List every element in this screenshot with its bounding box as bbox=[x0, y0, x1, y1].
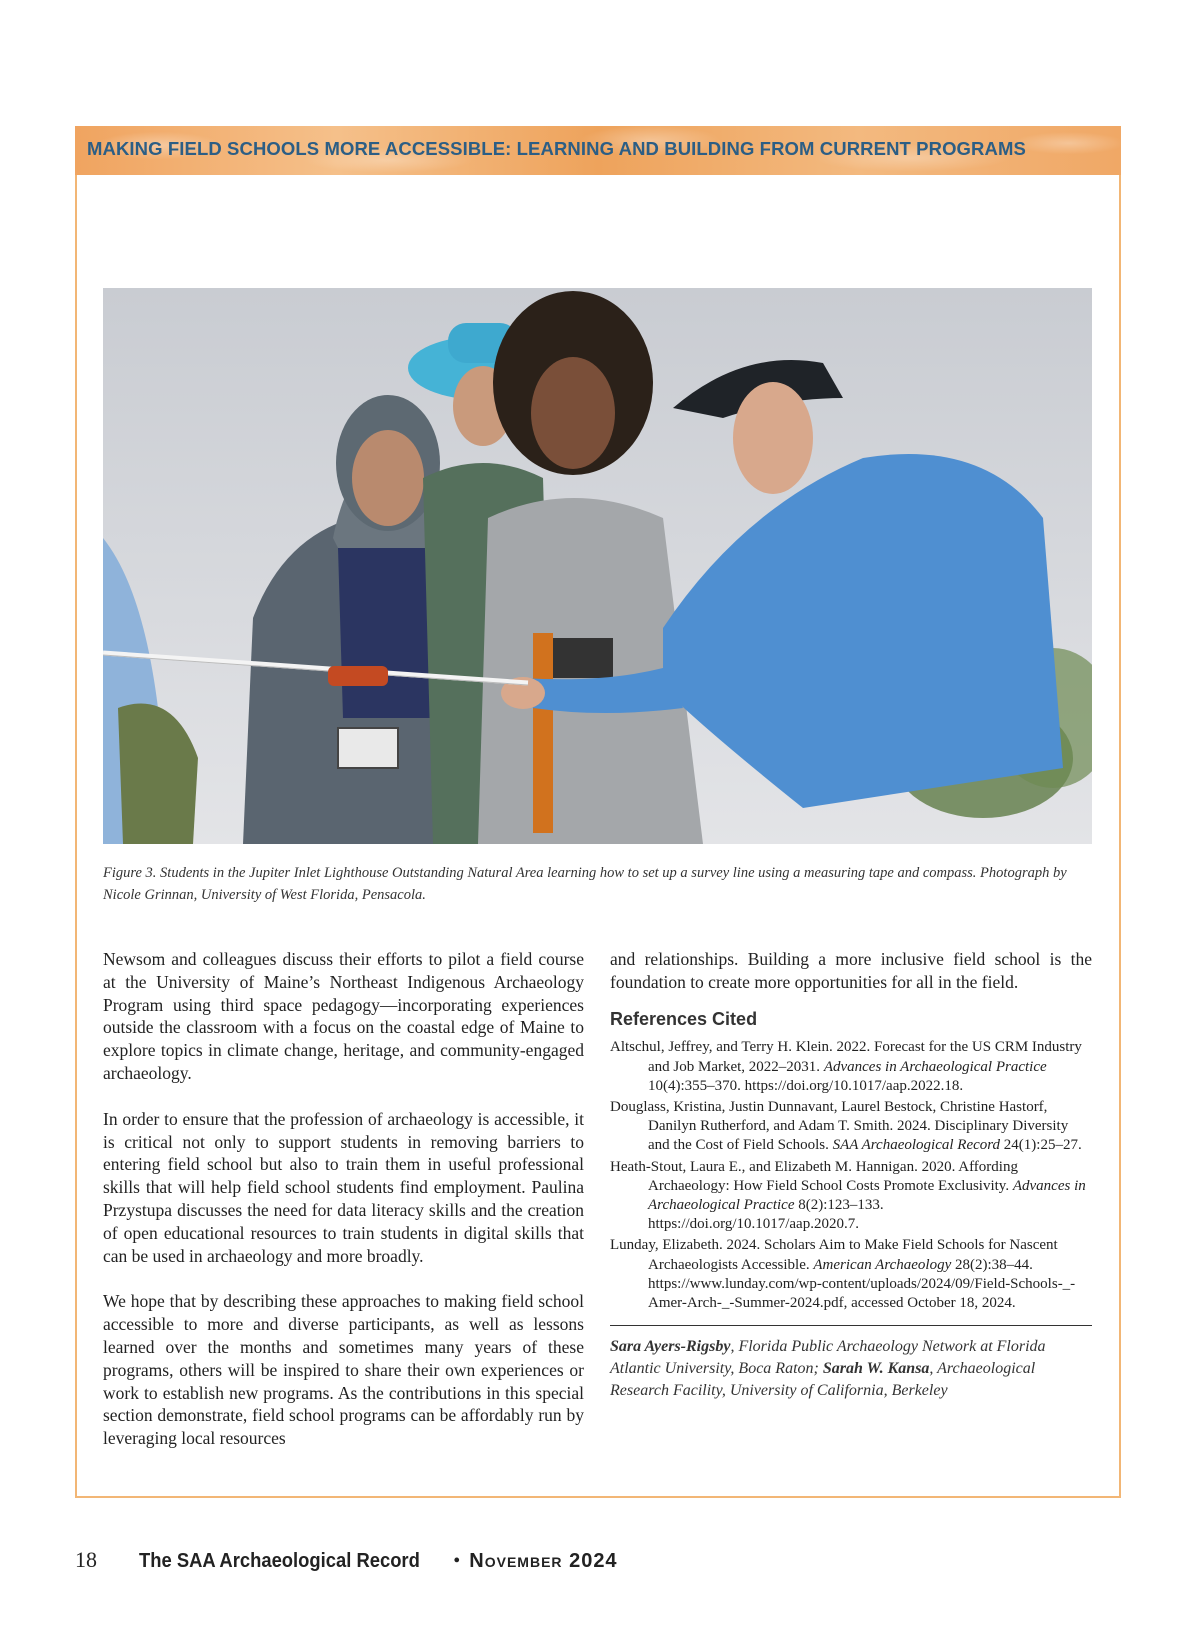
divider bbox=[610, 1325, 1092, 1326]
author-name: Sarah W. Kansa bbox=[822, 1360, 930, 1378]
body-right-column bbox=[610, 948, 1092, 1402]
journal-name: The SAA Archaeological Record bbox=[139, 1550, 420, 1572]
field-school-photo bbox=[103, 288, 1092, 844]
reference-entry: Altschul, Jeffrey, and Terry H. Klein. 2022. Forecast for the US CRM Industry and Job Market, 2022–2031. Advances in Archaeological Practice 10(4):355–370. https://doi.org/10.1017/aap.2022.18. bbox=[610, 1039, 1082, 1094]
bullet-separator: • bbox=[453, 1550, 461, 1572]
body-paragraph: and relationships. Building a more inclusive field school is the foundation to create more opportunities for all in the field. bbox=[610, 949, 1092, 992]
body-paragraph: In order to ensure that the profession of archaeology is accessible, it is critical not only to support students in removing barriers to entering field school but also to train them in useful professional skills that will help field school students find employment. Paulina Przystupa discusses the need for data literacy skills and the creation of open educational resources to train students in digital skills that can be used in archaeology and more broadly. bbox=[103, 1108, 584, 1266]
figure-caption: Figure 3. Students in the Jupiter Inlet Lighthouse Outstanding Natural Area learning how to set up a survey line using a measuring tape and compass. Photograph by Nicole Grinnan, University of West Florida, Pensacola. bbox=[103, 865, 1067, 903]
section-title: MAKING FIELD SCHOOLS MORE ACCESSIBLE: LEARNING AND BUILDING FROM CURRENT PROGRAMS bbox=[87, 138, 1026, 159]
section-banner bbox=[75, 126, 1121, 175]
issue-date: November 2024 bbox=[469, 1550, 618, 1572]
body-left-column bbox=[103, 948, 584, 1473]
reference-entry: Lunday, Elizabeth. 2024. Scholars Aim to Make Field Schools for Nascent Archaeologists Accessible. American Archaeology 28(2):38–44. https://www.lunday.com/wp-content/uploads/2024/09/Field-Schools-_-Amer-Arch-_-Summer-2024.pdf, accessed October 18, 2024. bbox=[610, 1237, 1076, 1312]
author-affiliations: Sara Ayers-Rigsby, Florida Public Archaeology Network at Florida Atlantic University, Boca Raton; Sarah W. Kansa, Archaeological Research Facility, University of California, Berkeley bbox=[610, 1338, 1046, 1400]
page-footer bbox=[75, 1547, 618, 1573]
reference-entry: Douglass, Kristina, Justin Dunnavant, Laurel Bestock, Christine Hastorf, Danilyn Rutherford, and Adam T. Smith. 2024. Disciplinary Diversity and the Cost of Field Schools. SAA Archaeological Record 24(1):25–27. bbox=[610, 1099, 1082, 1154]
body-paragraph: We hope that by describing these approaches to making field school accessible to more and diverse participants, as well as lessons learned over the months and sometimes many years of these programs, others will be inspired to share their own experiences or work to establish new programs. As the contributions in this special section demonstrate, field school programs can be affordably run by leveraging local resources bbox=[103, 1291, 584, 1449]
body-paragraph: Newsom and colleagues discuss their efforts to pilot a field course at the University of Maine’s Northeast Indigenous Archaeology Program using third space pedagogy—incorporating experiences outside the classroom with a focus on the coastal edge of Maine to explore topics in climate change, heritage, and community-engaged archaeology. bbox=[103, 949, 584, 1083]
references-heading: References Cited bbox=[610, 1008, 758, 1029]
author-name: Sara Ayers-Rigsby bbox=[610, 1338, 731, 1356]
page-number: 18 bbox=[75, 1547, 97, 1572]
reference-entry: Heath-Stout, Laura E., and Elizabeth M. Hannigan. 2020. Affording Archaeology: How Field School Costs Promote Exclusivity. Advances in Archaeological Practice 8(2):123–133. https://doi.org/10.1017/aap.2020.7. bbox=[610, 1158, 1086, 1233]
